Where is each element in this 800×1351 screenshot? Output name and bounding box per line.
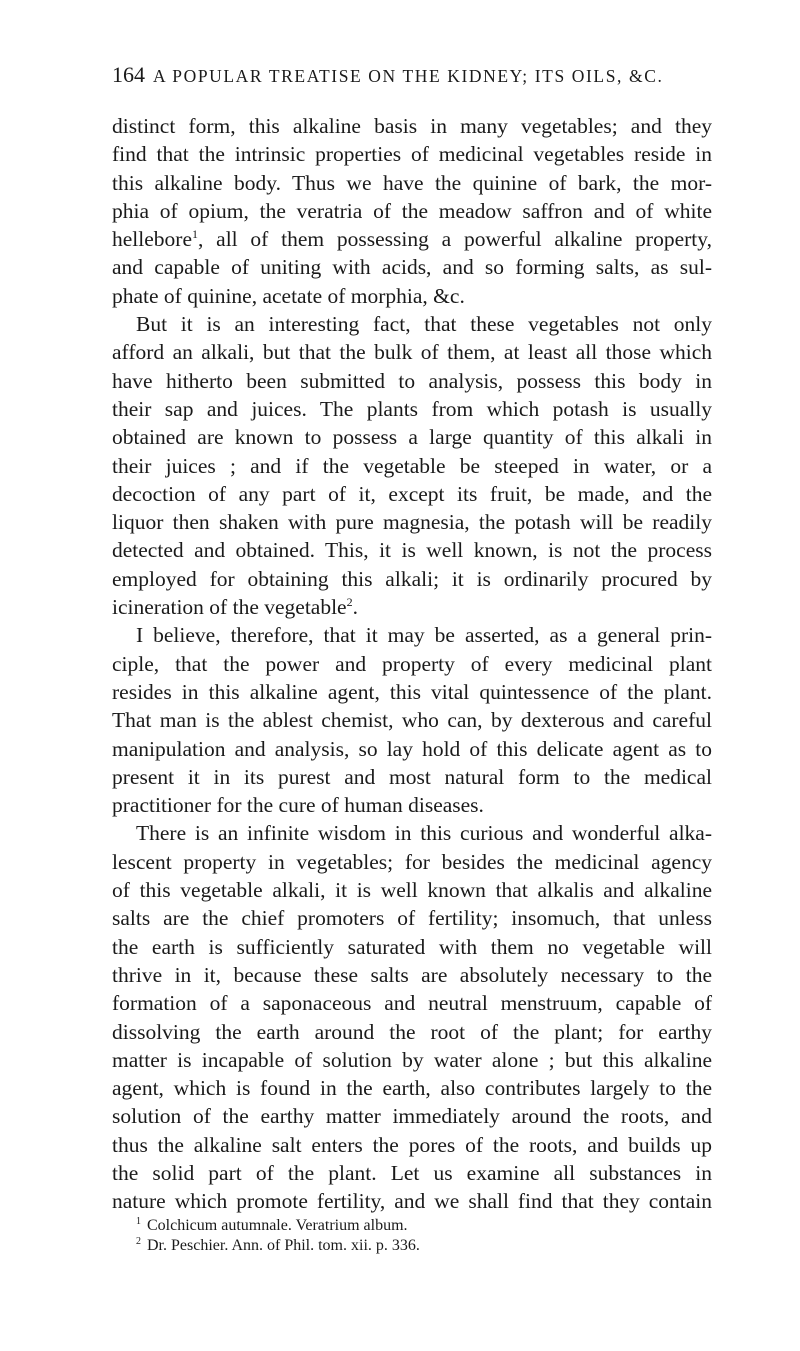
text-line: thrive in it, because these salts are absolutely necessary to the <box>112 962 712 987</box>
text-line: of this vegetable alkali, it is well known that alkalis and alkaline <box>112 878 712 903</box>
text-line: the earth is sufficiently saturated with them no vegetable will <box>112 934 712 959</box>
footnote-mark: 2 <box>136 1235 141 1247</box>
footnote-ref: 1 <box>192 227 198 242</box>
text-line: That man is the ablest chemist, who can, by dexterous and careful <box>112 708 712 733</box>
text-line: the solid part of the plant. Let us examine all substances in <box>112 1160 712 1185</box>
text-line: phia of opium, the veratria of the meadow saffron and of white <box>112 198 712 223</box>
text-line: afford an alkali, but that the bulk of them, at least all those which <box>112 340 712 365</box>
running-title: A POPULAR TREATISE ON THE KIDNEY; ITS OILS, &C. <box>153 66 664 86</box>
text-line: liquor then shaken with pure magnesia, the potash will be readily <box>112 510 712 535</box>
text-fragment: . <box>352 595 358 620</box>
text-line: agent, which is found in the earth, also contributes largely to the <box>112 1076 712 1101</box>
text-line: matter is incapable of solution by water alone ; but this alkaline <box>112 1047 712 1072</box>
text-line: ciple, that the power and property of every medicinal plant <box>112 651 712 676</box>
text-fragment: icineration of the vegetable <box>112 595 347 620</box>
text-line: dissolving the earth around the root of the plant; for earthy <box>112 1019 712 1044</box>
text-line: phate of quinine, acetate of morphia, &c. <box>112 283 465 308</box>
text-line: distinct form, this alkaline basis in many vegetables; and they <box>112 114 712 138</box>
text-line: find that the intrinsic properties of medicinal vegetables reside in <box>112 142 712 167</box>
text-line: I believe, therefore, that it may be asserted, as a general prin- <box>136 623 712 648</box>
text-line: But it is an interesting fact, that these vegetables not only <box>136 312 712 337</box>
text-line: salts are the chief promoters of fertility; insomuch, that unless <box>112 906 712 931</box>
text-line: solution of the earthy matter immediately around the roots, and <box>112 1104 712 1129</box>
footnote <box>112 1236 712 1256</box>
text-line: decoction of any part of it, except its fruit, be made, and the <box>112 481 712 506</box>
body-text <box>112 112 712 1216</box>
footnote-text: Dr. Peschier. Ann. of Phil. tom. xii. p. 336. <box>147 1237 420 1254</box>
footnote-text: Colchicum autumnale. Veratrium album. <box>147 1217 408 1234</box>
running-head <box>112 62 712 88</box>
footnote-ref: 2 <box>346 594 353 609</box>
text-fragment: , all of them possessing a powerful alkaline property, <box>198 227 712 252</box>
text-line: and capable of uniting with acids, and so forming salts, as sul- <box>112 255 712 280</box>
text-line: nature which promote fertility, and we shall find that they contain <box>112 1189 712 1214</box>
page-number: 164 <box>112 62 145 87</box>
text-line: present it in its purest and most natural form to the medical <box>112 764 712 789</box>
text-line: thus the alkaline salt enters the pores of the roots, and builds up <box>112 1132 712 1157</box>
footnote-mark: 1 <box>136 1215 141 1227</box>
text-line: resides in this alkaline agent, this vital quintessence of the plant. <box>112 679 712 704</box>
text-line: employed for obtaining this alkali; it is ordinarily procured by <box>112 566 712 591</box>
footnote <box>112 1216 712 1236</box>
text-line: detected and obtained. This, it is well known, is not the process <box>112 538 712 563</box>
text-line: manipulation and analysis, so lay hold of this delicate agent as to <box>112 736 712 761</box>
text-line <box>112 593 712 621</box>
text-line: formation of a saponaceous and neutral menstruum, capable of <box>112 991 712 1016</box>
text-line: have hitherto been submitted to analysis, possess this body in <box>112 368 712 393</box>
text-line: their juices ; and if the vegetable be steeped in water, or a <box>112 453 712 478</box>
text-line: lescent property in vegetables; for besides the medicinal agency <box>112 849 712 874</box>
text-line <box>112 225 712 253</box>
text-fragment: hellebore <box>112 227 192 252</box>
text-line: obtained are known to possess a large quantity of this alkali in <box>112 425 712 450</box>
footnotes <box>112 1216 712 1256</box>
text-line: this alkaline body. Thus we have the quinine of bark, the mor- <box>112 170 712 195</box>
text-line: practitioner for the cure of human diseases. <box>112 793 484 818</box>
text-line: their sap and juices. The plants from which potash is usually <box>112 396 712 421</box>
text-line: There is an infinite wisdom in this curious and wonderful alka- <box>136 821 712 846</box>
